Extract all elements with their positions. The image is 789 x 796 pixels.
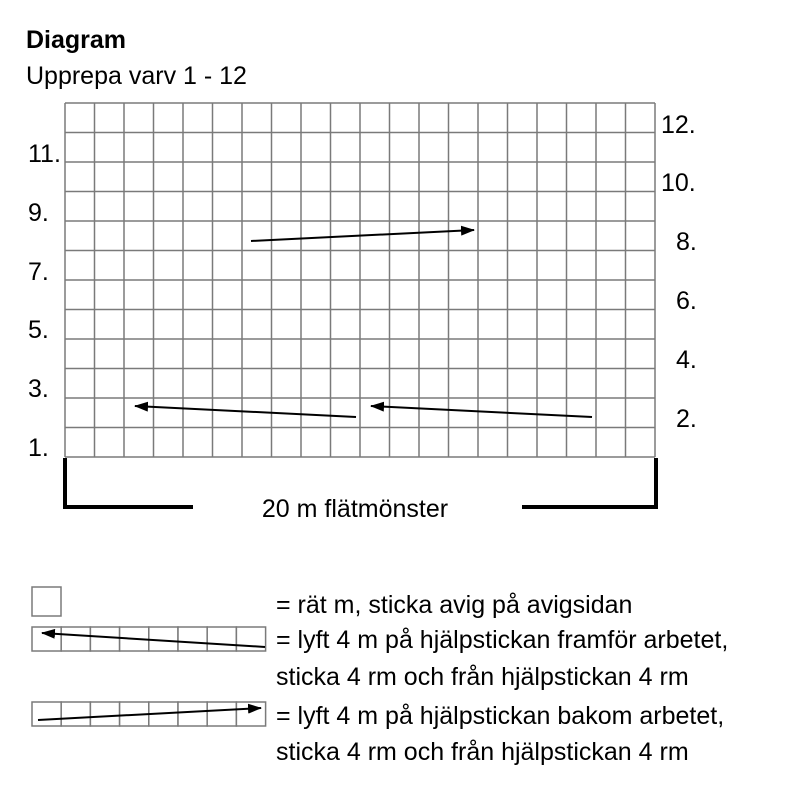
legend-text-3: = lyft 4 m på hjälpstickan bakom arbetet, — [276, 702, 725, 730]
legend-cell — [236, 702, 265, 726]
legend-cell — [178, 702, 207, 726]
cable-arrow-row8-right — [251, 230, 474, 241]
cable-arrow-row2-left-2 — [371, 406, 592, 417]
cable-arrow-row2-left-1 — [135, 406, 356, 417]
row-label-1: 1. — [28, 434, 49, 462]
legend-text-1: = rät m, sticka avig på avigsidan — [276, 591, 633, 619]
row-label-4: 4. — [676, 346, 697, 374]
bracket-left — [65, 458, 193, 507]
row-label-2: 2. — [676, 405, 697, 433]
row-label-3: 3. — [28, 375, 49, 403]
row-label-12: 12. — [661, 111, 696, 139]
legend-text-2: = lyft 4 m på hjälpstickan framför arbetet, — [276, 626, 729, 654]
row-label-7: 7. — [28, 258, 49, 286]
legend-cell — [61, 702, 90, 726]
legend-text-3b: sticka 4 rm och från hjälpstickan 4 rm — [276, 738, 689, 766]
row-label-6: 6. — [676, 287, 697, 315]
legend-symbol-empty-square — [32, 587, 61, 616]
row-label-10: 10. — [661, 169, 696, 197]
legend-text-2b: sticka 4 rm och från hjälpstickan 4 rm — [276, 663, 689, 691]
legend-cell — [32, 627, 61, 651]
legend-cell — [178, 627, 207, 651]
bracket-label: 20 m flätmönster — [261, 495, 449, 523]
legend-cell — [61, 627, 90, 651]
bracket-right — [522, 458, 656, 507]
diagram-title: Diagram — [26, 26, 127, 54]
diagram-subtitle: Upprepa varv 1 - 12 — [26, 62, 247, 90]
row-label-8: 8. — [676, 228, 697, 256]
legend-cell — [90, 627, 119, 651]
legend-cell — [207, 627, 236, 651]
row-label-5: 5. — [28, 316, 49, 344]
chart-grid — [65, 103, 655, 457]
legend-cell — [32, 702, 61, 726]
legend-cell — [90, 702, 119, 726]
row-label-11: 11. — [28, 140, 61, 168]
row-label-9: 9. — [28, 199, 49, 227]
legend-cell — [207, 702, 236, 726]
